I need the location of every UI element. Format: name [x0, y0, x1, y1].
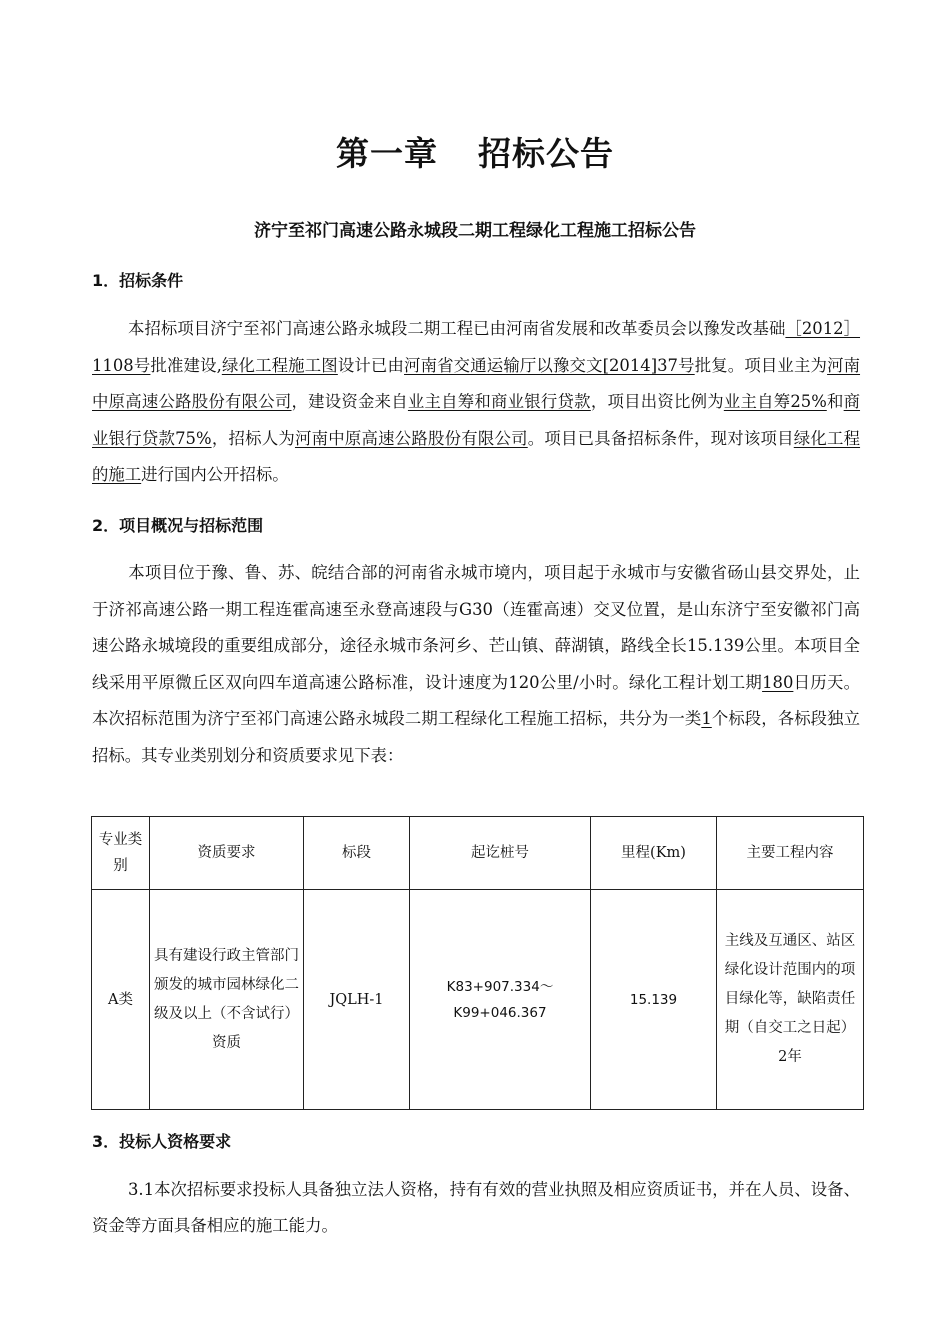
- section-2-paragraph: 本项目位于豫、鲁、苏、皖结合部的河南省永城市境内，项目起于永城市与安徽省砀山县交界处，止于济祁高速公路一期工程连霍高速至永登高速段与G30（连霍高速）交叉位置，是山东济宁至安徽祁门高速公路永城境段的重要组成部分，途径永城市条河乡、芒山镇、薛湖镇，路线全长15.139公里。本项目全线采用平原微丘区双向四车道高速公路标准，设计速度为120公里/小时。绿化工程计划工期180日历天。本次招标范围为济宁至祁门高速公路永城段二期工程绿化工程施工招标，共分为一类1个标段，各标段独立招标。其专业类别划分和资质要求见下表：: [92, 563, 860, 765]
- table-header-cell: 资质要求: [150, 817, 304, 890]
- chapter-number: 第一章: [336, 134, 438, 173]
- section-2-heading: 2．项目概况与招标范围: [92, 516, 264, 535]
- table-header-cell: 标段: [304, 817, 410, 890]
- qualification-table: [91, 816, 864, 1110]
- table-header-cell: 专业类别: [92, 817, 150, 890]
- chainage-cell: K83+907.334～K99+046.367: [410, 890, 591, 1110]
- mileage-cell: 15.139: [591, 890, 717, 1110]
- table-header-cell: 主要工程内容: [717, 817, 864, 890]
- work-content-cell: 主线及互通区、站区绿化设计范围内的项目绿化等，缺陷责任期（自交工之日起）2年: [717, 890, 864, 1110]
- section-1-heading: 1．招标条件: [92, 271, 184, 290]
- section-1-paragraph: 本招标项目济宁至祁门高速公路永城段二期工程已由河南省发展和改革委员会以豫发改基础［2012］1108号批准建设,绿化工程施工图设计已由河南省交通运输厅以豫交文[2014]37号批复。项目业主为河南中原高速公路股份有限公司，建设资金来自业主自筹和商业银行贷款，项目出资比例为业主自筹25%和商业银行贷款75%，招标人为河南中原高速公路股份有限公司。项目已具备招标条件，现对该项目绿化工程的施工进行国内公开招标。: [92, 319, 861, 484]
- table-header-row: [92, 817, 864, 890]
- qualification-cell: 具有建设行政主管部门颁发的城市园林绿化二级及以上（不含试行）资质: [150, 890, 304, 1110]
- chapter-title: [0, 128, 950, 175]
- table-header-cell: 起讫桩号: [410, 817, 591, 890]
- category-cell: A类: [92, 890, 150, 1110]
- table-row: [92, 890, 864, 1110]
- announcement-title: 济宁至祁门高速公路永城段二期工程绿化工程施工招标公告: [254, 221, 696, 241]
- section-3-heading: 3．投标人资格要求: [92, 1132, 232, 1151]
- section-3-paragraph: 3.1本次招标要求投标人具备独立法人资格，持有有效的营业执照及相应资质证书，并在人员、设备、资金等方面具备相应的施工能力。: [92, 1180, 860, 1235]
- chapter-name: 招标公告: [478, 134, 614, 173]
- section-cell: JQLH-1: [304, 890, 410, 1110]
- table-header-cell: 里程(Km): [591, 817, 717, 890]
